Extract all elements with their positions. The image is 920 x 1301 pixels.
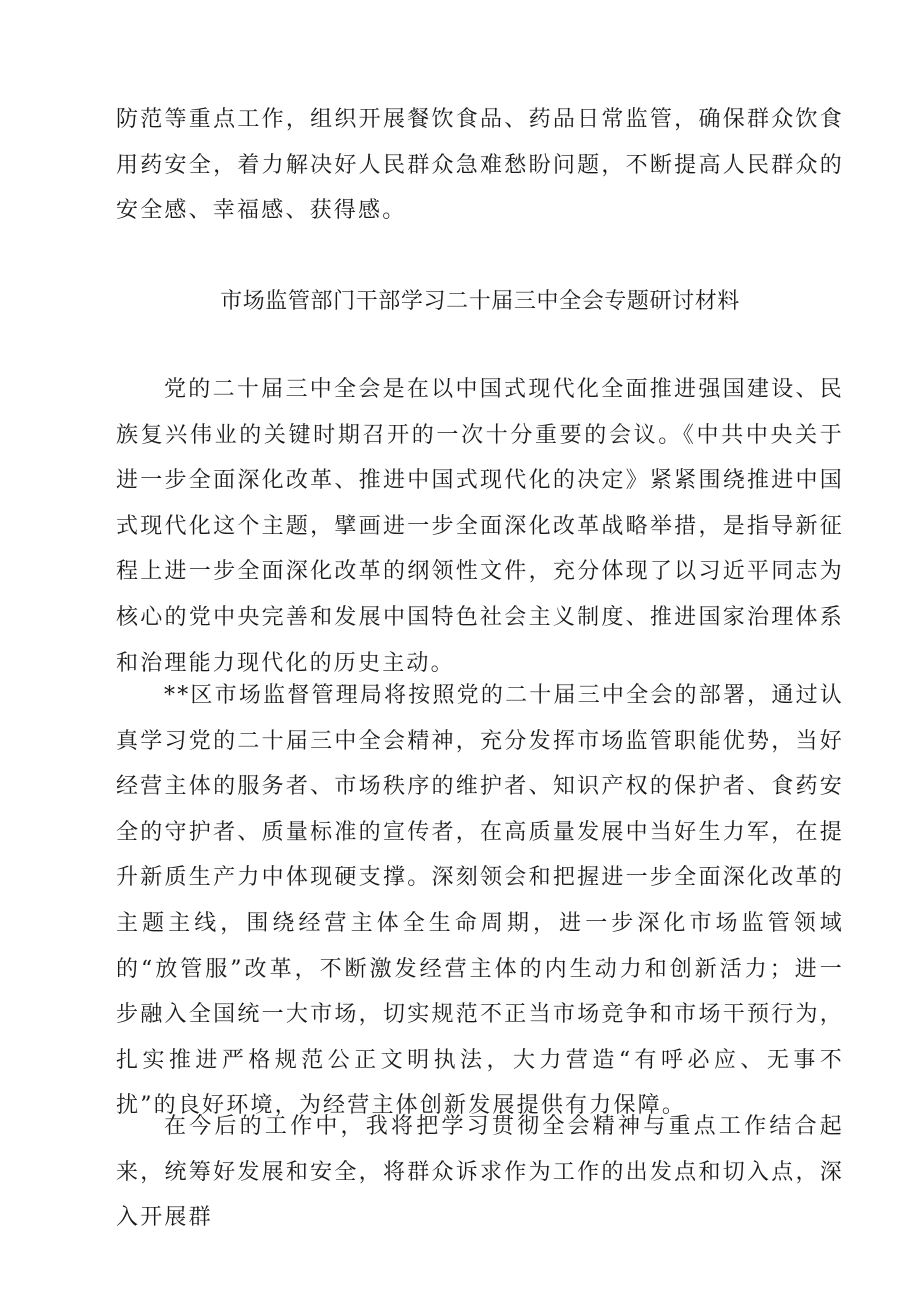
document-title: 市场监管部门干部学习二十届三中全会专题研讨材料 bbox=[220, 289, 740, 314]
paragraph-future-work: 在今后的工作中，我将把学习贯彻全会精神与重点工作结合起来，统筹好发展和安全，将群众诉求作为工作的出发点和切入点，深入开展群 bbox=[116, 1114, 844, 1231]
paragraph-bureau-plan: **区市场监督管理局将按照党的二十届三中全会的部署，通过认真学习党的二十届三中全会精神，充分发挥市场监管职能优势，当好经营主体的服务者、市场秩序的维护者、知识产权的保护者、食药安全的守护者、质量标准的宣传者，在高质量发展中当好生力军，在提升新质生产力中体现硬支撑。深刻领会和把握进一步全面深化改革的主题主线，围绕经营主体全生命周期，进一步深化市场监管领域的“放管服”改革，不断激发经营主体的内生动力和创新活力；进一步融入全国统一大市场，切实规范不正当市场竞争和市场干预行为，扎实推进严格规范公正文明执法，大力营造“有呼必应、无事不扰”的良好环境，为经营主体创新发展提供有力保障。 bbox=[116, 683, 844, 1119]
paragraph-intro: 党的二十届三中全会是在以中国式现代化全面推进强国建设、民族复兴伟业的关键时期召开的一次十分重要的会议。《中共中央关于进一步全面深化改革、推进中国式现代化的决定》紧紧围绕推进中国式现代化这个主题，擘画进一步全面深化改革战略举措，是指导新征程上进一步全面深化改革的纲领性文件，充分体现了以习近平同志为核心的党中央完善和发展中国特色社会主义制度、推进国家治理体系和治理能力现代化的历史主动。 bbox=[116, 377, 844, 676]
continued-paragraph: 防范等重点工作，组织开展餐饮食品、药品日常监管，确保群众饮食用药安全，着力解决好人民群众急难愁盼问题，不断提高人民群众的安全感、幸福感、获得感。 bbox=[116, 107, 844, 224]
